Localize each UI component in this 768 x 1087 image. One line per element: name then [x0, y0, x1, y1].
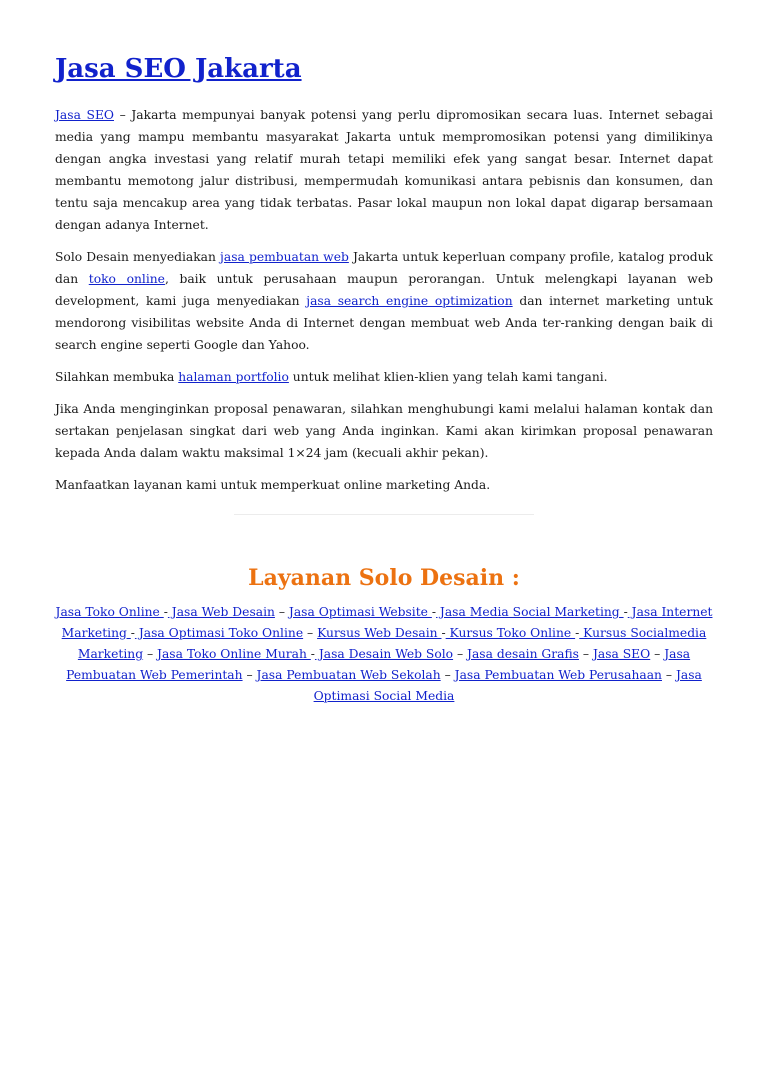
service-link[interactable]: Jasa Optimasi Toko Online — [134, 626, 304, 640]
text-span: dan internet marketing untuk mendorong visibilitas website Anda di Internet dengan membuat web Anda ter-ranking dengan baik di search engine seperti Google dan Yahoo. — [55, 294, 713, 352]
text-span: Solo Desain menyediakan — [55, 250, 221, 264]
divider — [234, 514, 534, 515]
portfolio-link[interactable]: halaman portfolio — [178, 370, 289, 384]
text-span: untuk melihat klien-klien yang telah kami tangani. — [288, 370, 608, 384]
intro-text: – Jakarta mempunyai banyak potensi yang perlu dipromosikan secara luas. Internet sebagai media yang mampu membantu masyarakat Jakarta untuk mempromosikan potensi yang dimilikinya dengan angka investasi yang relatif murah tetapi memiliki efek yang sangat besar. Internet dapat membantu memotong jalur distribusi, mempermudah komunikasi antara pebisnis dan konsumen, dan tentu saja mencakup area yang tidak terbatas. Pasar lokal maupun non lokal dapat digarap bersamaan dengan adanya Internet. — [55, 108, 713, 232]
link-separator: - — [623, 605, 628, 619]
service-link[interactable]: Jasa Pembuatan Web Perusahaan — [454, 668, 662, 682]
link-separator: - — [575, 626, 580, 640]
text-span: , baik untuk perusahaan maupun perorangan. Untuk melengkapi layanan web development, kami juga menyediakan — [55, 272, 713, 308]
jasa-seo-link[interactable]: Jasa SEO — [55, 108, 114, 122]
service-link[interactable]: Jasa Pembuatan Web Sekolah — [256, 668, 441, 682]
toko-online-link[interactable]: toko online — [88, 272, 165, 286]
service-link[interactable]: Kursus Toko Online — [445, 626, 576, 640]
service-link[interactable]: Kursus Socialmedia Marketing — [77, 626, 707, 661]
text-span: Silahkan membuka — [55, 370, 179, 384]
service-link[interactable]: Jasa Web Desain — [167, 605, 275, 619]
link-separator: - — [431, 605, 437, 619]
link-separator: – — [274, 605, 289, 619]
service-link[interactable]: Jasa SEO — [592, 647, 651, 661]
text-span: Jakarta untuk keperluan company profile, katalog produk dan — [55, 250, 713, 286]
paragraph-portfolio — [55, 366, 713, 388]
jasa-pembuatan-web-link[interactable]: jasa pembuatan web — [220, 250, 349, 264]
title-link[interactable]: Jasa SEO Jakarta — [55, 54, 302, 84]
link-separator: – — [242, 668, 257, 682]
link-separator: – — [578, 647, 593, 661]
page-title — [55, 52, 713, 86]
link-separator: – — [661, 668, 676, 682]
link-separator: - — [441, 626, 446, 640]
service-link[interactable]: Jasa Toko Online Murah — [157, 647, 311, 661]
services-section — [55, 562, 713, 707]
paragraph-services — [55, 246, 713, 356]
service-link[interactable]: Jasa Optimasi Social Media — [313, 668, 702, 703]
service-link[interactable]: Jasa Optimasi Website — [288, 605, 432, 619]
paragraph-proposal: Jika Anda menginginkan proposal penawaran, silahkan menghubungi kami melalui halaman kontak dan sertakan penjelasan singkat dari web yang Anda inginkan. Kami akan kirimkan proposal penawaran kepada Anda dalam waktu maksimal 1×24 jam (kecuali akhir pekan). — [55, 402, 713, 460]
service-link[interactable]: Jasa Toko Online — [55, 605, 164, 619]
seo-link[interactable]: jasa search engine optimization — [306, 294, 513, 308]
link-separator: – — [650, 647, 665, 661]
services-heading: Layanan Solo Desain : — [248, 565, 520, 591]
paragraph-closing: Manfaatkan layanan kami untuk memperkuat online marketing Anda. — [55, 478, 491, 492]
paragraph-intro — [55, 104, 713, 236]
link-separator: – — [453, 647, 468, 661]
link-separator: - — [163, 605, 168, 619]
link-separator: - — [310, 647, 315, 661]
service-link[interactable]: Jasa Media Social Marketing — [436, 605, 624, 619]
services-links — [55, 602, 713, 707]
service-link[interactable]: Jasa Desain Web Solo — [314, 647, 454, 661]
service-link[interactable]: Kursus Web Desain — [317, 626, 442, 640]
link-separator: – — [440, 668, 455, 682]
service-link[interactable]: Jasa Pembuatan Web Pemerintah — [66, 647, 691, 682]
link-separator: – — [143, 647, 158, 661]
link-separator: – — [303, 626, 318, 640]
article — [55, 52, 713, 515]
service-link[interactable]: Jasa desain Grafis — [467, 647, 579, 661]
service-link[interactable]: Jasa Internet Marketing — [61, 605, 713, 640]
link-separator: - — [130, 626, 135, 640]
